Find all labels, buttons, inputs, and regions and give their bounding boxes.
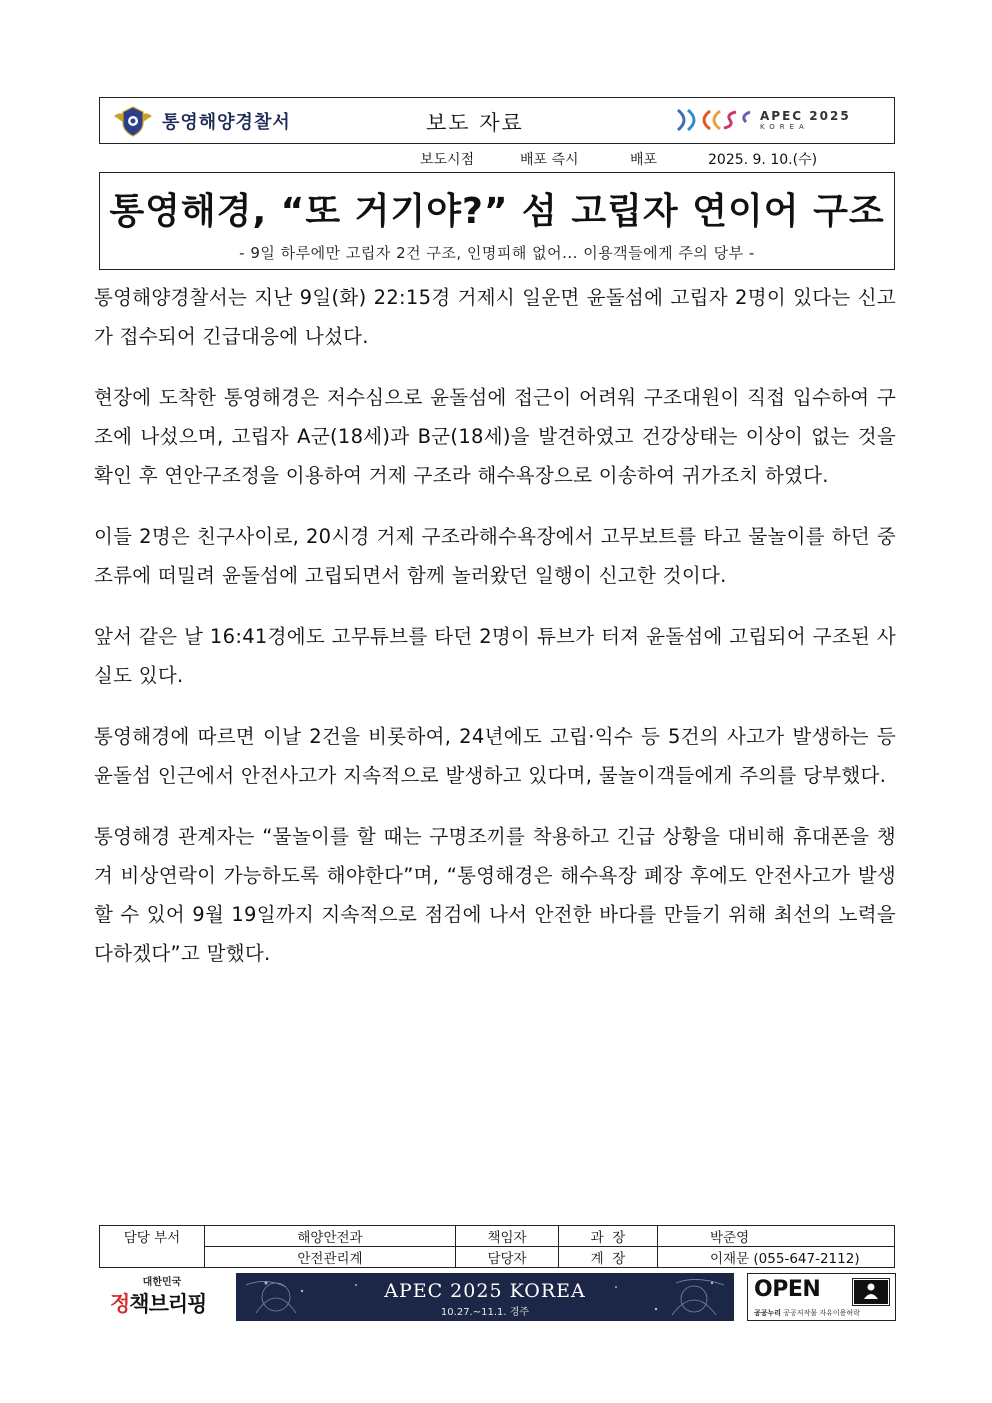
policy-briefing-logo [110, 1273, 228, 1321]
policy-logo-red: 정 [110, 1292, 130, 1316]
paragraph: 현장에 도착한 통영해경은 저수심으로 윤돌섬에 접근이 어려워 구조대원이 직접 입수하여 구조에 나섰으며, 고립자 A군(18세)과 B군(18세)을 발견하였고 건강상태는 이상이 없는 것을 확인 후 연안구조정을 이용하여 거제 구조라 해수욕장으로 이송하여 귀가조치 하였다. [94, 386, 896, 487]
paragraph: 이들 2명은 친구사이로, 20시경 거제 구조라해수욕장에서 고무보트를 타고 물놀이를 하던 중 조류에 떠밀려 윤돌섬에 고립되면서 함께 놀러왔던 일행이 신고한 것이다. [94, 525, 896, 587]
banner-title: APEC 2025 KOREA [384, 1280, 586, 1302]
contact-name-1: 박준영 [658, 1226, 895, 1247]
contact-name-2: 이재문 (055-647-2112) [658, 1247, 895, 1268]
apec-logo-subtitle: KOREA [760, 122, 809, 131]
document-type: 보도 자료 [426, 111, 524, 135]
paragraph: 앞서 같은 날 16:41경에도 고무튜브를 타던 2명이 튜브가 터져 윤돌섬에 고립되어 구조된 사실도 있다. [94, 625, 896, 687]
kogl-open-license [747, 1273, 896, 1321]
paragraph: 통영해양경찰서는 지난 9일(화) 22:15경 거제시 일운면 윤돌섬에 고립자 2명이 있다는 신고가 접수되어 긴급대응에 나섰다. [94, 286, 896, 348]
policy-logo-word [110, 1288, 228, 1318]
apec-logo-title: APEC 2025 [760, 108, 851, 123]
release-date-label: 배포 [630, 152, 658, 168]
contact-table [99, 1225, 895, 1268]
contact-dept-2: 안전관리계 [205, 1247, 456, 1268]
policy-logo-small: 대한민국 [142, 1277, 182, 1288]
contact-role-2: 담당자 [456, 1247, 559, 1268]
attribution-icon [852, 1278, 890, 1306]
footer [110, 1273, 896, 1321]
apec-banner [236, 1273, 734, 1321]
header-box [99, 97, 895, 144]
apec-swoosh-icon [674, 106, 754, 134]
agency-name: 통영해양경찰서 [162, 112, 291, 133]
headline-title: 통영해경, “또 거기야?” 섬 고립자 연이어 구조 [109, 191, 885, 232]
headline-box [99, 172, 895, 270]
agency-logo [112, 104, 291, 138]
release-time-label: 보도시점 [420, 152, 475, 168]
release-time-value: 배포 즉시 [520, 152, 579, 168]
headline-subtitle: - 9일 하루에만 고립자 2건 구조, 인명피해 없어... 이용객들에게 주의 당부 - [239, 244, 755, 262]
coast-guard-emblem-icon [112, 104, 154, 138]
open-label: OPEN [754, 1277, 821, 1302]
banner-date: 10.27.~11.1. 경주 [440, 1307, 530, 1318]
open-sub-bold: 공공누리 [754, 1309, 782, 1317]
open-subtitle [754, 1308, 860, 1318]
paragraph: 통영해경에 따르면 이날 2건을 비롯하여, 24년에도 고립·익수 등 5건의 사고가 발생하는 등 윤돌섬 인근에서 안전사고가 지속적으로 발생하고 있다며, 물놀이객들에게 주의를 당부했다. [94, 725, 896, 787]
contact-title-1: 과 장 [559, 1226, 658, 1247]
contact-dept-1: 해양안전과 [205, 1226, 456, 1247]
article-body [94, 278, 896, 995]
contact-dept-label: 담당 부서 [100, 1226, 205, 1268]
contact-role-1: 책임자 [456, 1226, 559, 1247]
open-sub-text: 공공저작물 자유이용허락 [781, 1309, 860, 1317]
paragraph: 통영해경 관계자는 “물놀이를 할 때는 구명조끼를 착용하고 긴급 상황을 대비해 휴대폰을 챙겨 비상연락이 가능하도록 해야한다”며, “통영해경은 해수욕장 폐장 후에도 안전사고가 발생할 수 있어 9월 19일까지 지속적으로 점검에 나서 안전한 바다를 만들기 위해 최선의 노력을 다하겠다”고 말했다. [94, 825, 896, 965]
contact-title-2: 계 장 [559, 1247, 658, 1268]
release-date-value: 2025. 9. 10.(수) [708, 152, 818, 168]
apec-logo [674, 106, 851, 134]
policy-logo-rest: 책브리핑 [129, 1292, 207, 1316]
release-info [420, 149, 817, 169]
